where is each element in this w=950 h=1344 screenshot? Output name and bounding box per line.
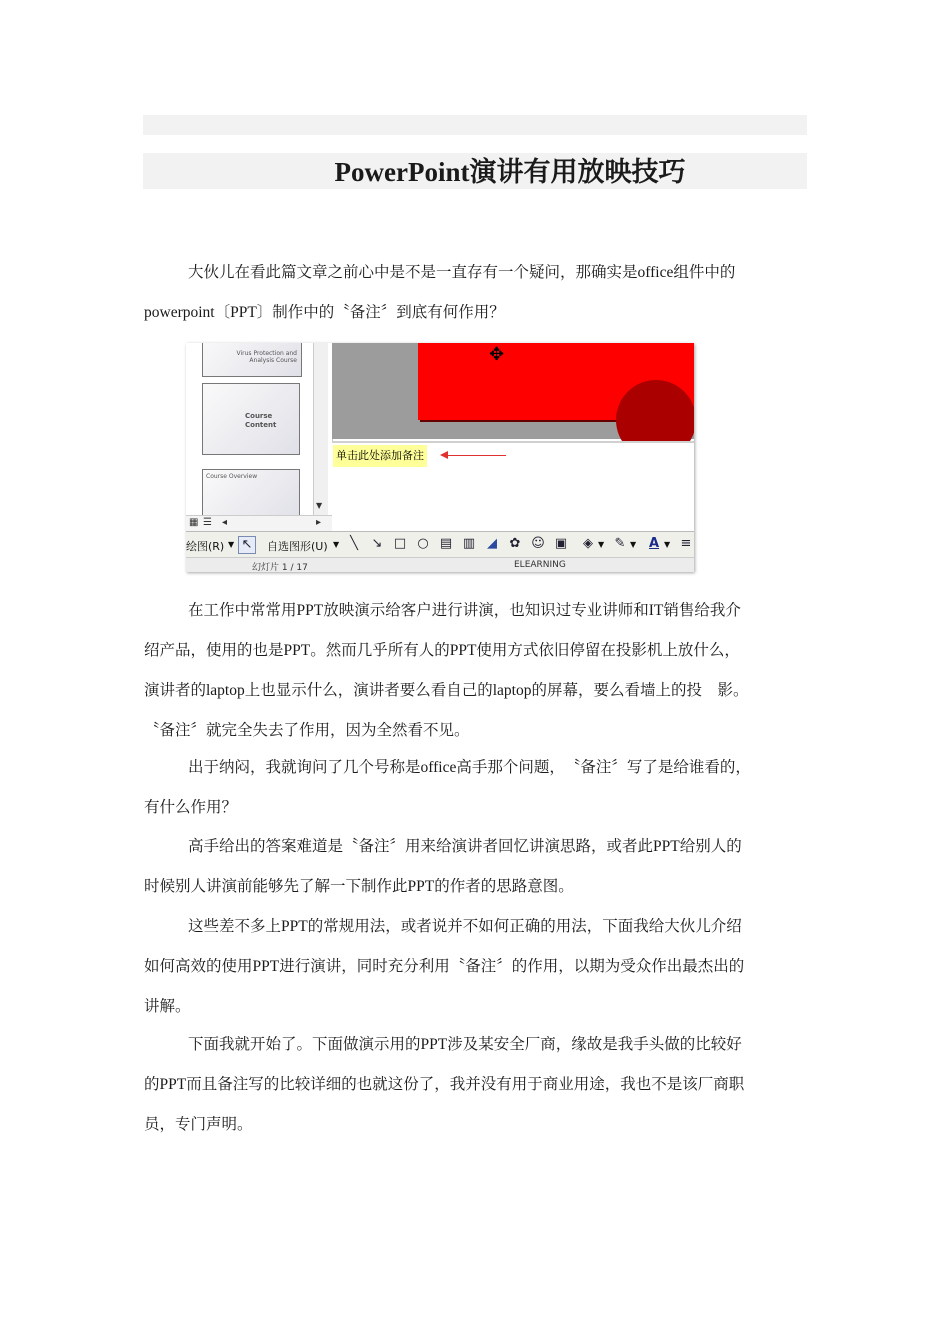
dropdown-arrow-icon[interactable]: ▼ (228, 540, 235, 549)
paragraph-line: 演讲者的laptop上也显示什么，演讲者要么看自己的laptop的屏幕，要么看墙上的投 影。 (144, 682, 749, 699)
view-buttons-bar (186, 515, 332, 532)
scroll-down-icon[interactable]: ▼ (316, 501, 323, 510)
thumbnail-text: Course Overview (206, 473, 258, 480)
arrow-line (444, 455, 506, 456)
paragraph-line: 有什么作用？ (144, 799, 238, 816)
paragraph-line: 的PPT而且备注写的比较详细的也就这份了，我并没有用于商业用途，我也不是该厂商职 (144, 1076, 745, 1093)
dropdown-arrow-icon[interactable]: ▼ (630, 540, 637, 549)
intro-paragraph (144, 253, 808, 333)
thumbnail-text: Virus Protection and Analysis Course (236, 350, 297, 364)
move-cursor-icon: ✥ (489, 344, 505, 365)
slide-thumbnail-pane (186, 343, 333, 515)
scroll-right-icon[interactable]: ▸ (316, 517, 322, 528)
rectangle-icon[interactable]: □ (393, 536, 407, 551)
status-bar (186, 557, 694, 572)
scroll-left-icon[interactable]: ◂ (222, 517, 228, 528)
slide-thumbnail[interactable] (202, 383, 300, 455)
dropdown-arrow-icon[interactable]: ▼ (333, 540, 340, 549)
paragraph-line: 如何高效的使用PPT进行演讲，同时充分利用〝备注〞的作用，以期为受众作出最杰出的 (144, 958, 745, 975)
body-paragraph (144, 907, 808, 1027)
slide-thumbnail[interactable] (202, 469, 300, 521)
dropdown-arrow-icon[interactable]: ▼ (664, 540, 671, 549)
select-pointer-icon[interactable]: ↖ (238, 536, 256, 554)
outline-view-icon[interactable]: ☰ (203, 517, 212, 528)
paragraph-line: 绍产品，使用的也是PPT。然而几乎所有人的PPT使用方式依旧停留在投影机上放什么， (144, 642, 740, 659)
slide-counter: 幻灯片 1 / 17 (252, 563, 308, 572)
slide-white-circle (693, 343, 694, 375)
thumbnail-text: Course Content (245, 412, 277, 429)
paragraph-line: 〝备注〞就完全失去了作用，因为全然看不见。 (144, 722, 470, 739)
line-color-icon[interactable]: ✎ (614, 536, 626, 551)
page-title: PowerPoint演讲有用放映技巧 (334, 157, 686, 187)
slide-canvas[interactable] (418, 343, 694, 420)
drawing-toolbar (186, 531, 694, 558)
line-style-icon[interactable]: ≡ (680, 536, 692, 551)
font-color-icon[interactable]: A (648, 536, 660, 551)
wordart-icon[interactable]: ◢ (487, 536, 497, 551)
draw-menu-button[interactable]: 绘图(R) (186, 540, 225, 553)
dropdown-arrow-icon[interactable]: ▼ (598, 540, 605, 549)
clipart-icon[interactable]: ☺ (531, 536, 545, 551)
paragraph-line: 在工作中常常用PPT放映演示给客户进行讲演，也知识过专业讲师和IT销售给我介 (188, 602, 741, 619)
intro-line-1: 大伙儿在看此篇文章之前心中是不是一直存有一个疑问，那确实是office组件中的 (188, 264, 736, 281)
intro-line-2: powerpoint〔PPT〕制作中的〝备注〞到底有何作用？ (144, 304, 505, 321)
slide-thumbnail[interactable] (202, 343, 302, 377)
body-paragraph (144, 827, 808, 907)
ppt-screenshot-figure (186, 343, 694, 572)
fill-color-icon[interactable]: ◈ (583, 536, 593, 551)
paragraph-line: 出于纳闷，我就询问了几个号称是office高手那个问题， 〝备注〞写了是给谁看的， (188, 759, 751, 776)
theme-name: ELEARNING (514, 560, 566, 570)
vertical-textbox-icon[interactable]: ▥ (462, 536, 476, 551)
paragraph-line: 员，专门声明。 (144, 1116, 253, 1133)
header-band (143, 115, 807, 135)
picture-icon[interactable]: ▣ (554, 536, 568, 551)
autoshape-menu-button[interactable]: 自选图形(U) (267, 540, 328, 553)
paragraph-line: 讲解。 (144, 998, 191, 1015)
arrow-icon[interactable]: ↘ (371, 536, 383, 551)
normal-view-icon[interactable]: ▦ (189, 517, 199, 528)
paragraph-line: 下面我就开始了。下面做演示用的PPT涉及某安全厂商，缘故是我手头做的比较好 (188, 1036, 742, 1053)
paragraph-line: 时候别人讲演前能够先了解一下制作此PPT的作者的思路意图。 (144, 878, 574, 895)
paragraph-line: 这些差不多上PPT的常规用法，或者说并不如何正确的用法，下面我给大伙儿介绍 (188, 918, 742, 935)
body-paragraph (144, 591, 808, 751)
notes-placeholder[interactable]: 单击此处添加备注 (333, 445, 427, 467)
oval-icon[interactable]: ○ (417, 536, 429, 551)
diagram-icon[interactable]: ✿ (509, 536, 521, 551)
line-icon[interactable]: ╲ (350, 536, 358, 551)
body-paragraph (144, 748, 808, 828)
thumbnail-scrollbar[interactable] (313, 343, 328, 515)
textbox-icon[interactable]: ▤ (439, 536, 453, 551)
paragraph-line: 高手给出的答案难道是〝备注〞用来给演讲者回忆讲演思路，或者此PPT给别人的 (188, 838, 742, 855)
body-paragraph (144, 1025, 808, 1145)
